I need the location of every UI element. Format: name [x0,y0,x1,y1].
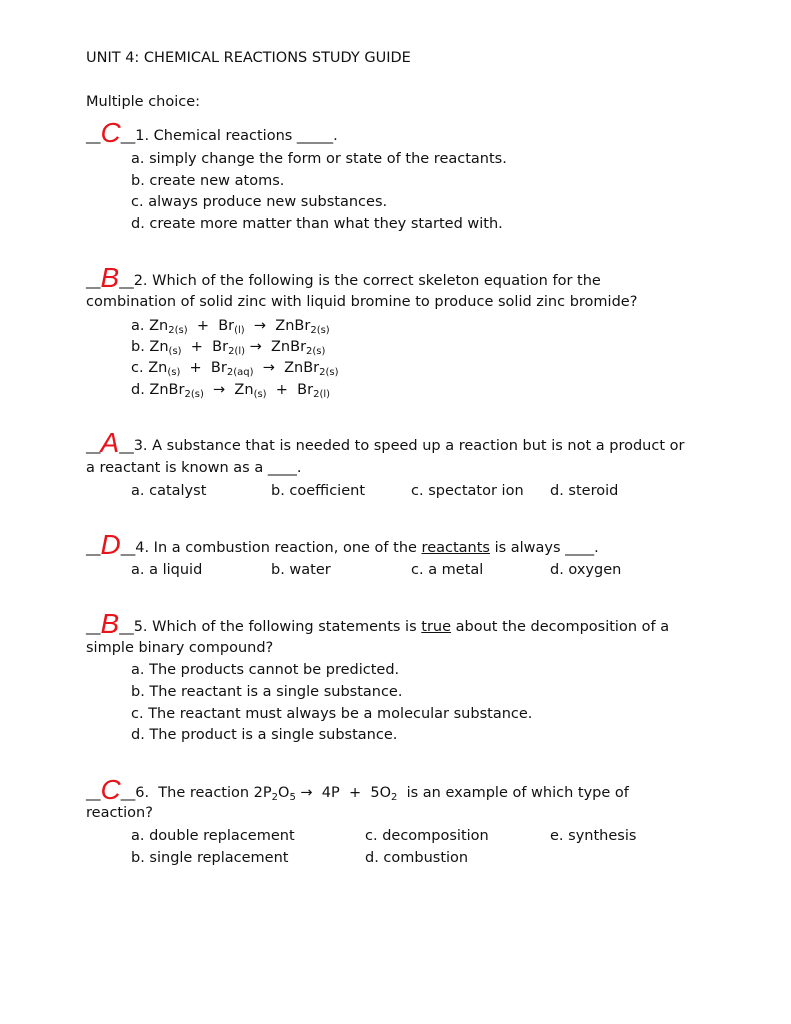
formula-text: is an example of which type of [397,785,629,801]
subscript: (s) [168,346,182,357]
subscript: 2(s) [310,325,330,336]
option-b [131,338,325,361]
question-text: about the decomposition of a [451,619,670,635]
formula-text: + Br [187,318,235,334]
formula-text: a. Zn [131,318,169,334]
formula-text: 6. The reaction 2P [135,785,272,801]
option-d: d. oxygen [550,562,622,578]
question-4 [86,529,599,560]
option-d: d. create more matter than what they started with. [131,216,503,232]
option-c: c. always produce new substances. [131,194,388,210]
blank: __ [86,128,101,144]
question-text: 5. Which of the following statements is [133,619,422,635]
answer-6: C [100,774,121,805]
formula-text: d. ZnBr [131,382,185,398]
formula-text: → 4P + 5O [295,785,391,801]
subscript: 2(s) [306,346,326,357]
subscript: 5 [289,792,296,803]
question-text: is always ____. [489,540,599,556]
option-a: a. a liquid [131,562,203,578]
blank: __ [86,438,101,454]
option-d [131,381,330,404]
subscript: 2 [271,792,279,803]
answer-5: B [100,608,120,639]
blank: __ [86,540,101,556]
option-b: b. create new atoms. [131,173,285,189]
option-d: d. steroid [550,483,619,499]
section-heading: Multiple choice: [86,94,201,110]
subscript: 2(l) [228,346,246,357]
question-5 [86,608,670,639]
option-b: b. The reactant is a single substance. [131,684,403,700]
subscript: (s) [167,367,181,378]
subscript: 2(s) [184,389,204,400]
option-a: a. simply change the form or state of the reactants. [131,151,507,167]
subscript: 2(s) [319,367,339,378]
answer-1: C [100,117,121,148]
formula-text: c. Zn [131,360,168,376]
option-a: a. catalyst [131,483,207,499]
subscript: (s) [253,389,267,400]
question-text-cont: reaction? [86,805,153,821]
option-a [131,317,330,340]
option-c [131,359,338,382]
blank: __ [120,785,136,801]
formula-text: b. Zn [131,339,169,355]
underlined-word: true [421,619,452,635]
subscript: 2(l) [313,389,331,400]
question-text-cont: simple binary compound? [86,640,274,656]
option-d: d. The product is a single substance. [131,727,398,743]
question-text: 3. A substance that is needed to speed up a reaction but is not a product or [133,438,685,454]
question-1 [86,117,338,148]
option-a: a. The products cannot be predicted. [131,662,400,678]
formula-text: + Br [180,360,227,376]
option-b: b. single replacement [131,850,289,866]
question-text: 1. Chemical reactions _____. [135,128,338,144]
option-d: d. combustion [365,850,469,866]
blank: __ [120,540,136,556]
blank: __ [120,128,136,144]
question-text: 2. Which of the following is the correct skeleton equation for the [133,273,601,289]
option-c: c. decomposition [365,828,489,844]
option-b: b. water [271,562,331,578]
formula-text: → Zn [203,382,254,398]
subscript: 2(aq) [226,367,254,378]
blank: __ [86,785,101,801]
question-2 [86,262,601,293]
formula-text: O [278,785,290,801]
question-6 [86,774,629,807]
formula-text: + Br [266,382,314,398]
answer-2: B [100,262,120,293]
blank: __ [119,273,134,289]
option-c: c. a metal [411,562,484,578]
blank: __ [119,619,134,635]
blank: __ [86,273,101,289]
formula-text: → ZnBr [244,318,311,334]
page-title: UNIT 4: CHEMICAL REACTIONS STUDY GUIDE [86,50,411,66]
question-3 [86,427,685,458]
answer-3: A [100,427,120,458]
option-a: a. double replacement [131,828,295,844]
answer-4: D [100,529,121,560]
blank: __ [86,619,101,635]
option-c: c. spectator ion [411,483,524,499]
blank: __ [119,438,134,454]
question-text-cont: combination of solid zinc with liquid bromine to produce solid zinc bromide? [86,294,638,310]
question-text-cont: a reactant is known as a ____. [86,460,302,476]
option-e: e. synthesis [550,828,637,844]
underlined-word: reactants [421,540,490,556]
option-b: b. coefficient [271,483,366,499]
formula-text: → ZnBr [245,339,307,355]
question-text [135,785,629,801]
subscript: (l) [234,325,245,336]
subscript: 2 [390,792,398,803]
option-c: c. The reactant must always be a molecular substance. [131,706,533,722]
formula-text: → ZnBr [253,360,320,376]
formula-text: + Br [181,339,229,355]
subscript: 2(s) [168,325,188,336]
question-text: 4. In a combustion reaction, one of the [135,540,422,556]
